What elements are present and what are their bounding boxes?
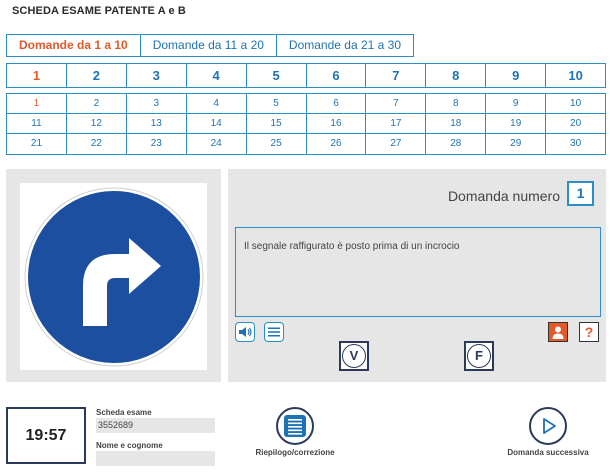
list-icon: [267, 326, 281, 338]
grid-cell[interactable]: 30: [570, 138, 582, 149]
question-overview-grid: [6, 93, 606, 155]
grid-cell[interactable]: 27: [366, 134, 426, 154]
next-circle: [529, 407, 567, 445]
question-tab[interactable]: 9: [486, 64, 546, 87]
review-button[interactable]: [250, 407, 340, 457]
grid-cell[interactable]: 19: [486, 114, 546, 133]
tutor-help-button[interactable]: [548, 322, 568, 342]
audio-button[interactable]: [235, 322, 255, 342]
question-tab[interactable]: 7: [366, 64, 426, 87]
grid-cell[interactable]: 13: [127, 114, 187, 133]
question-number-label: Domanda numero: [447, 188, 560, 204]
grid-cell[interactable]: 10: [570, 98, 582, 109]
range-tabs: [6, 34, 414, 57]
grid-cell[interactable]: 4: [187, 94, 247, 113]
grid-cell[interactable]: 26: [307, 134, 367, 154]
answer-true-button[interactable]: [339, 341, 369, 371]
question-mark-icon: ?: [584, 324, 594, 340]
grid-row: [7, 94, 605, 114]
grid-cell[interactable]: 16: [307, 114, 367, 133]
sign-panel: [6, 169, 221, 382]
grid-cell[interactable]: 23: [127, 134, 187, 154]
grid-cell[interactable]: 22: [67, 134, 127, 154]
next-question-button[interactable]: [502, 407, 594, 457]
grid-cell[interactable]: 25: [247, 134, 307, 154]
grid-cell[interactable]: 17: [366, 114, 426, 133]
current-question-bar: [6, 63, 606, 88]
grid-cell[interactable]: 15: [247, 114, 307, 133]
question-tab[interactable]: 1: [7, 64, 67, 87]
grid-cell[interactable]: 7: [366, 94, 426, 113]
help-button[interactable]: [579, 322, 599, 342]
speaker-icon: [238, 326, 252, 338]
grid-row: [7, 134, 605, 154]
exam-sheet-label: Scheda esame: [96, 408, 152, 417]
question-text-box: [235, 227, 601, 317]
grid-cell[interactable]: 1: [7, 94, 67, 113]
page-title: SCHEDA ESAME PATENTE A e B: [12, 5, 186, 17]
grid-cell[interactable]: 6: [307, 94, 367, 113]
direction-right-sign-icon: [23, 186, 205, 368]
question-tab[interactable]: 10: [568, 68, 583, 83]
grid-cell[interactable]: 9: [486, 94, 546, 113]
question-panel: [228, 169, 606, 382]
tab-range-11-20[interactable]: Domande da 11 a 20: [140, 34, 276, 57]
exam-sheet-value: 3552689: [96, 418, 215, 433]
name-value: [96, 451, 215, 466]
question-tab[interactable]: 6: [307, 64, 367, 87]
tab-range-21-30[interactable]: Domande da 21 a 30: [276, 34, 414, 57]
name-label: Nome e cognome: [96, 441, 163, 450]
question-tab[interactable]: 5: [247, 64, 307, 87]
answer-false-label: F: [467, 344, 491, 368]
answer-true-label: V: [342, 344, 366, 368]
grid-cell[interactable]: 24: [187, 134, 247, 154]
tab-range-1-10[interactable]: Domande da 1 a 10: [6, 34, 140, 57]
grid-cell[interactable]: 5: [247, 94, 307, 113]
grid-cell[interactable]: 8: [426, 94, 486, 113]
grid-cell[interactable]: 11: [7, 114, 67, 133]
person-icon: [551, 325, 565, 339]
answer-false-button[interactable]: [464, 341, 494, 371]
grid-cell[interactable]: 20: [570, 118, 582, 129]
review-label: Riepilogo/correzione: [255, 448, 335, 457]
question-tab[interactable]: 8: [426, 64, 486, 87]
sign-image-frame: [20, 183, 207, 370]
grid-cell[interactable]: 2: [67, 94, 127, 113]
grid-cell[interactable]: 28: [426, 134, 486, 154]
grid-cell[interactable]: 14: [187, 114, 247, 133]
countdown-timer: 19:57: [6, 407, 86, 464]
next-label: Domanda successiva: [507, 448, 589, 457]
grid-row: [7, 114, 605, 134]
grid-cell[interactable]: 18: [426, 114, 486, 133]
question-tab[interactable]: 2: [67, 64, 127, 87]
grid-cell[interactable]: 12: [67, 114, 127, 133]
review-circle: [276, 407, 314, 445]
grid-cell[interactable]: 29: [486, 134, 546, 154]
question-number: 1: [567, 181, 594, 206]
question-tab[interactable]: 4: [187, 64, 247, 87]
grid-cell[interactable]: 21: [7, 134, 67, 154]
question-text: Il segnale raffigurato è posto prima di un incrocio: [244, 241, 460, 252]
play-icon: [538, 416, 558, 436]
question-tab[interactable]: 3: [127, 64, 187, 87]
grid-cell[interactable]: 3: [127, 94, 187, 113]
list-button[interactable]: [264, 322, 284, 342]
review-list-icon: [282, 413, 308, 439]
